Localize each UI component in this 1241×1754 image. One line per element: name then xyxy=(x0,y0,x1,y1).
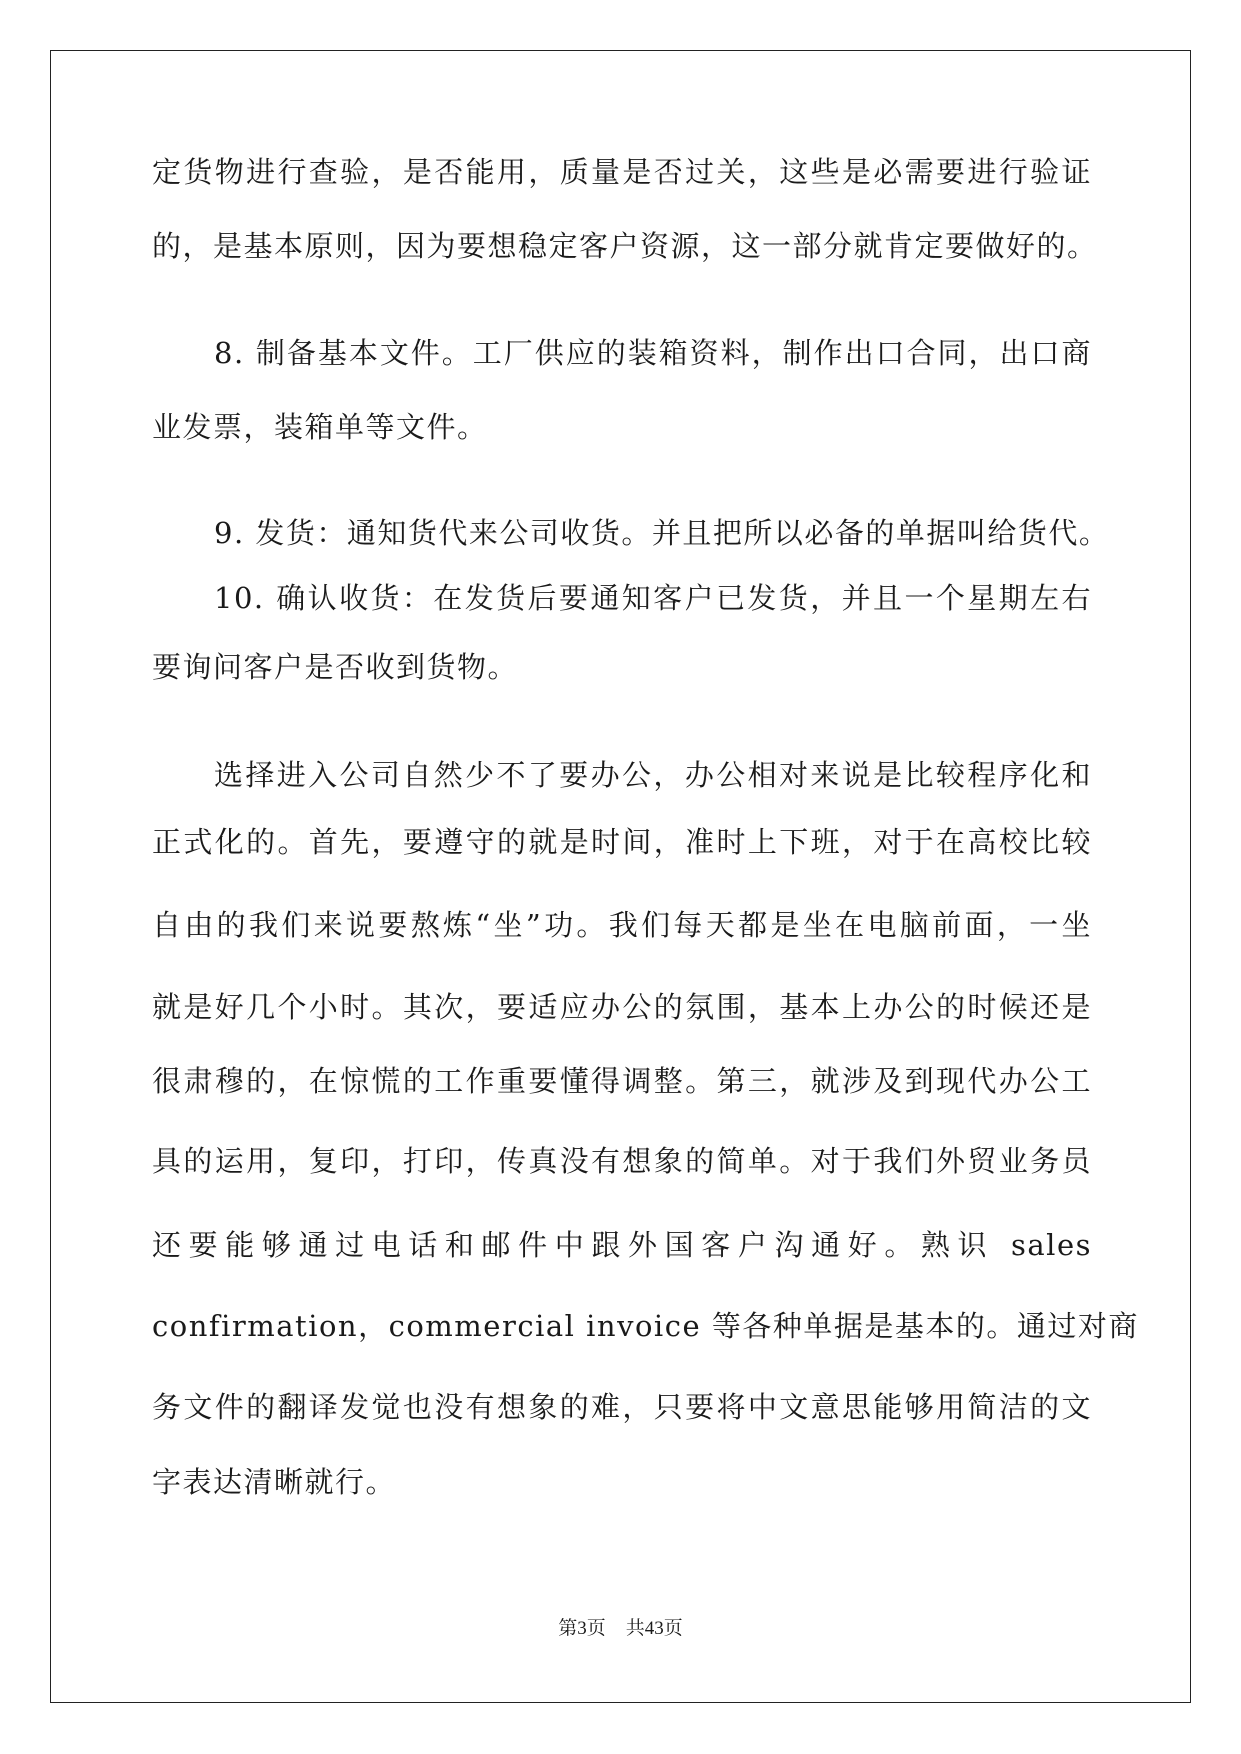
page-total: 共43页 xyxy=(625,1618,683,1639)
paragraph-line: 就是好几个小时。其次，要适应办公的氛围，基本上办公的时候还是 xyxy=(152,990,1092,1024)
paragraph-line: 具的运用，复印，打印，传真没有想象的简单。对于我们外贸业务员 xyxy=(152,1144,1092,1178)
paragraph-line: 字表达清晰就行。 xyxy=(152,1465,397,1499)
paragraph-line: 还要能够通过电话和邮件中跟外国客户沟通好。熟识 sales xyxy=(152,1228,1092,1262)
paragraph-line: 要询问客户是否收到货物。 xyxy=(152,650,519,684)
paragraph-line: 务文件的翻译发觉也没有想象的难，只要将中文意思能够用简洁的文 xyxy=(152,1390,1092,1424)
paragraph-line: 业发票，装箱单等文件。 xyxy=(152,410,488,444)
page-border xyxy=(50,50,1191,1703)
paragraph-line: 自由的我们来说要熬炼“坐”功。我们每天都是坐在电脑前面，一坐 xyxy=(152,908,1092,942)
page-footer xyxy=(0,1617,1241,1641)
paragraph-line: confirmation，commercial invoice 等各种单据是基本的。通过对商 xyxy=(152,1309,1139,1343)
paragraph-line: 8. 制备基本文件。工厂供应的装箱资料，制作出口合同，出口商 xyxy=(214,336,1092,370)
paragraph-line: 的，是基本原则，因为要想稳定客户资源，这一部分就肯定要做好的。 xyxy=(152,229,1098,263)
paragraph-line: 10. 确认收货：在发货后要通知客户已发货，并且一个星期左右 xyxy=(214,581,1092,615)
page-number: 第3页 xyxy=(558,1618,606,1639)
paragraph-line: 正式化的。首先，要遵守的就是时间，准时上下班，对于在高校比较 xyxy=(152,825,1092,859)
paragraph-line: 9. 发货：通知货代来公司收货。并且把所以必备的单据叫给货代。 xyxy=(214,516,1110,550)
paragraph-line: 很肃穆的，在惊慌的工作重要懂得调整。第三，就涉及到现代办公工 xyxy=(152,1064,1092,1098)
paragraph-line: 定货物进行查验，是否能用，质量是否过关，这些是必需要进行验证 xyxy=(152,155,1092,189)
paragraph-line: 选择进入公司自然少不了要办公，办公相对来说是比较程序化和 xyxy=(214,758,1092,792)
